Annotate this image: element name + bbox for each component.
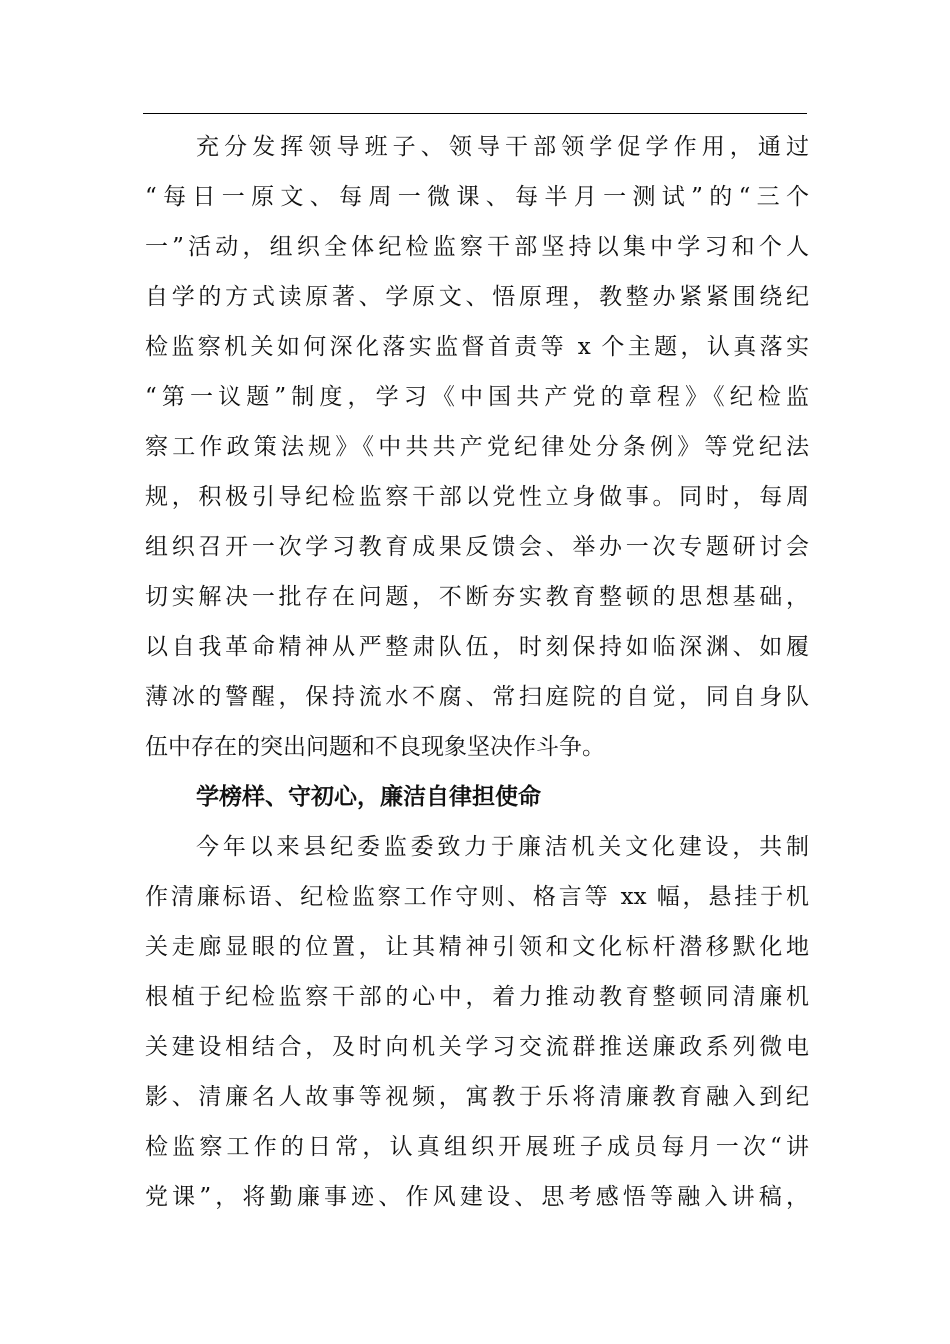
paragraph-line: 今年以来县纪委监委致力于廉洁机关文化建设，共制 (196, 834, 809, 860)
paragraph-clean-culture (145, 822, 809, 1222)
paragraph-line: 以自我革命精神从严整肃队伍，时刻保持如临深渊、如履 (145, 634, 809, 660)
paragraph-line: 切实解决一批存在问题，不断夯实教育整顿的思想基础， (145, 584, 809, 610)
paragraph-line: 关建设相结合，及时向机关学习交流群推送廉政系列微电 (145, 1034, 809, 1060)
paragraph-line: 充分发挥领导班子、领导干部领学促学作用，通过 (196, 134, 809, 160)
paragraph-line: “每日一原文、每周一微课、每半月一测试”的“三个 (145, 184, 809, 210)
paragraph-line: 一”活动，组织全体纪检监察干部坚持以集中学习和个人 (145, 234, 809, 260)
header-rule (143, 113, 807, 114)
paragraph-study-activities (145, 122, 809, 772)
paragraph-line: “第一议题”制度，学习《中国共产党的章程》《纪检监 (145, 384, 809, 410)
paragraph-line: 检监察工作的日常，认真组织开展班子成员每月一次“讲 (145, 1134, 809, 1160)
paragraph-line: 组织召开一次学习教育成果反馈会、举办一次专题研讨会 (145, 534, 809, 560)
paragraph-line: 薄冰的警醒，保持流水不腐、常扫庭院的自觉，同自身队 (145, 684, 809, 710)
paragraph-line: 规，积极引导纪检监察干部以党性立身做事。同时，每周 (145, 484, 809, 510)
paragraph-line: 自学的方式读原著、学原文、悟原理，教整办紧紧围绕纪 (145, 284, 809, 310)
paragraph-line: 关走廊显眼的位置，让其精神引领和文化标杆潜移默化地 (145, 934, 809, 960)
section-heading: 学榜样、守初心，廉洁自律担使命 (196, 784, 541, 810)
paragraph-line: 察工作政策法规》《中共共产党纪律处分条例》等党纪法 (145, 434, 809, 460)
document-body (145, 122, 809, 1222)
paragraph-line: 作清廉标语、纪检监察工作守则、格言等 xx 幅，悬挂于机 (145, 884, 809, 910)
paragraph-line: 影、清廉名人故事等视频，寓教于乐将清廉教育融入到纪 (145, 1084, 809, 1110)
paragraph-line: 伍中存在的突出问题和不良现象坚决作斗争。 (145, 734, 605, 760)
paragraph-line: 检监察机关如何深化落实监督首责等 x 个主题，认真落实 (145, 334, 809, 360)
paragraph-line: 党课”，将勤廉事迹、作风建设、思考感悟等融入讲稿， (145, 1184, 809, 1210)
paragraph-line: 根植于纪检监察干部的心中，着力推动教育整顿同清廉机 (145, 984, 809, 1010)
